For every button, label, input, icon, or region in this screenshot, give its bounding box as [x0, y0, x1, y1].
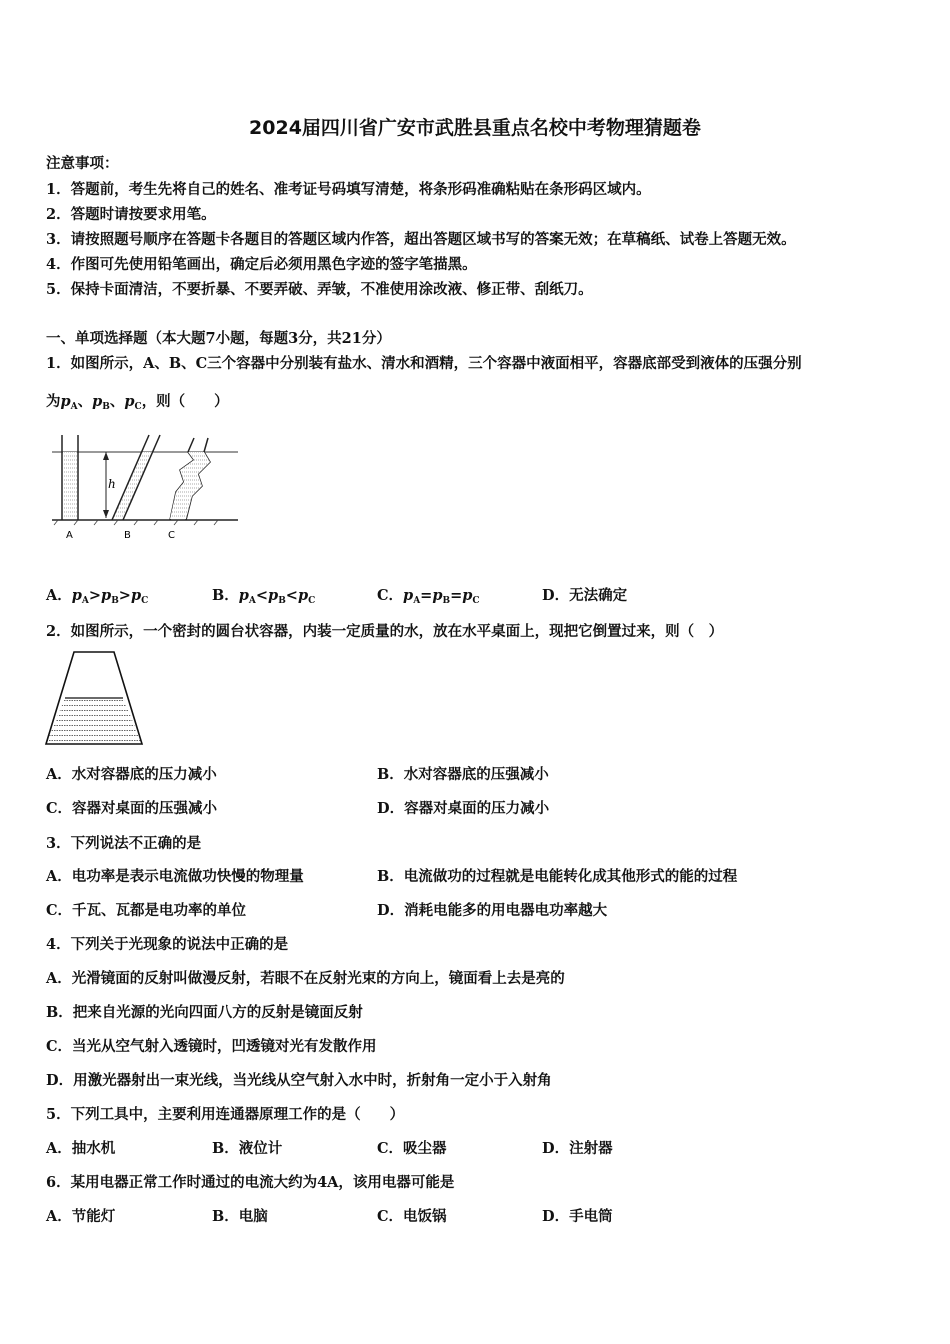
q5-option-c[interactable]: C．吸尘器 — [377, 1140, 447, 1157]
q2-option-d[interactable]: D．容器对桌面的压力减小 — [377, 800, 550, 817]
label-a: A — [66, 530, 73, 541]
q3-option-a[interactable]: A．电功率是表示电流做功快慢的物理量 — [46, 868, 304, 885]
note-item: 4．作图可先使用铅笔画出，确定后必须用黑色字迹的签字笔描黑。 — [46, 256, 477, 273]
page-title: 2024届四川省广安市武胜县重点名校中考物理猜题卷 — [249, 117, 701, 139]
q6-stem: 6．某用电器正常工作时通过的电流大约为4A，该用电器可能是 — [46, 1174, 455, 1191]
q1-stem-suffix: ，则（ ） — [141, 393, 229, 410]
notes-heading: 注意事项： — [46, 155, 119, 172]
q3-option-b[interactable]: B．电流做功的过程就是电能转化成其他形式的能的过程 — [377, 868, 738, 885]
note-item: 2．答题时请按要求用笔。 — [46, 206, 216, 223]
q1-stem-line1: 1．如图所示，A、B、C三个容器中分别装有盐水、清水和酒精，三个容器中液面相平，容器底部受到液体的压强分别 — [46, 355, 802, 372]
q3-stem: 3．下列说法不正确的是 — [46, 835, 202, 852]
q2-option-b[interactable]: B．水对容器底的压强减小 — [377, 766, 549, 783]
q2-frustum-figure — [44, 648, 146, 748]
q5-option-a[interactable]: A．抽水机 — [46, 1140, 116, 1157]
q6-option-d[interactable]: D．手电筒 — [542, 1208, 613, 1225]
q4-option-d[interactable]: D．用激光器射出一束光线，当光线从空气射入水中时，折射角一定小于入射角 — [46, 1072, 552, 1089]
q1-option-c[interactable]: C．$p_A=p_B=p_C$ — [377, 587, 480, 606]
q1-option-b[interactable]: B．$p_A<p_B<p_C$ — [212, 587, 316, 606]
label-b: B — [124, 530, 131, 541]
q2-stem: 2．如图所示，一个密封的圆台状容器，内装一定质量的水，放在水平桌面上，现把它倒置过来，则（ ） — [46, 623, 724, 640]
label-c: C — [168, 530, 175, 541]
q1-stem-prefix: 为 — [46, 393, 61, 410]
q5-stem: 5．下列工具中，主要利用连通器原理工作的是（ ） — [46, 1106, 405, 1123]
q5-option-b[interactable]: B．液位计 — [212, 1140, 283, 1157]
option-letter: B． — [212, 587, 239, 604]
q2-option-a[interactable]: A．水对容器底的压力减小 — [46, 766, 217, 783]
note-item: 1．答题前，考生先将自己的姓名、准考证号码填写清楚，将条形码准确粘贴在条形码区域内。 — [46, 181, 651, 198]
q6-option-a[interactable]: A．节能灯 — [46, 1208, 116, 1225]
option-letter: A． — [46, 587, 72, 604]
q1-option-d[interactable]: D．无法确定 — [542, 587, 628, 604]
q4-option-c[interactable]: C．当光从空气射入透镜时，凹透镜对光有发散作用 — [46, 1038, 377, 1055]
section-heading: 一、单项选择题（本大题7小题，每题3分，共21分） — [46, 330, 391, 347]
q1-stem-line2: 为$p_A$、$p_B$、$p_C$，则（ ） — [46, 393, 229, 412]
q3-option-c[interactable]: C．千瓦、瓦都是电功率的单位 — [46, 902, 247, 919]
option-letter: C． — [377, 587, 404, 604]
q6-option-b[interactable]: B．电脑 — [212, 1208, 268, 1225]
q4-stem: 4．下列关于光现象的说法中正确的是 — [46, 936, 289, 953]
q3-option-d[interactable]: D．消耗电能多的用电器电功率越大 — [377, 902, 608, 919]
q2-option-c[interactable]: C．容器对桌面的压强减小 — [46, 800, 218, 817]
q1-containers-figure — [48, 430, 243, 545]
h-label: h — [108, 477, 116, 491]
q1-option-a[interactable]: A．$p_A>p_B>p_C$ — [46, 587, 149, 606]
q4-option-a[interactable]: A．光滑镜面的反射叫做漫反射，若眼不在反射光束的方向上，镜面看上去是亮的 — [46, 970, 565, 987]
q5-option-d[interactable]: D．注射器 — [542, 1140, 613, 1157]
note-item: 3．请按照题号顺序在答题卡各题目的答题区域内作答，超出答题区域书写的答案无效；在草稿纸、试卷上答题无效。 — [46, 231, 796, 248]
q4-option-b[interactable]: B．把来自光源的光向四面八方的反射是镜面反射 — [46, 1004, 363, 1021]
note-item: 5．保持卡面清洁，不要折暴、不要弄破、弄皱，不准使用涂改液、修正带、刮纸刀。 — [46, 281, 593, 298]
q6-option-c[interactable]: C．电饭锅 — [377, 1208, 447, 1225]
